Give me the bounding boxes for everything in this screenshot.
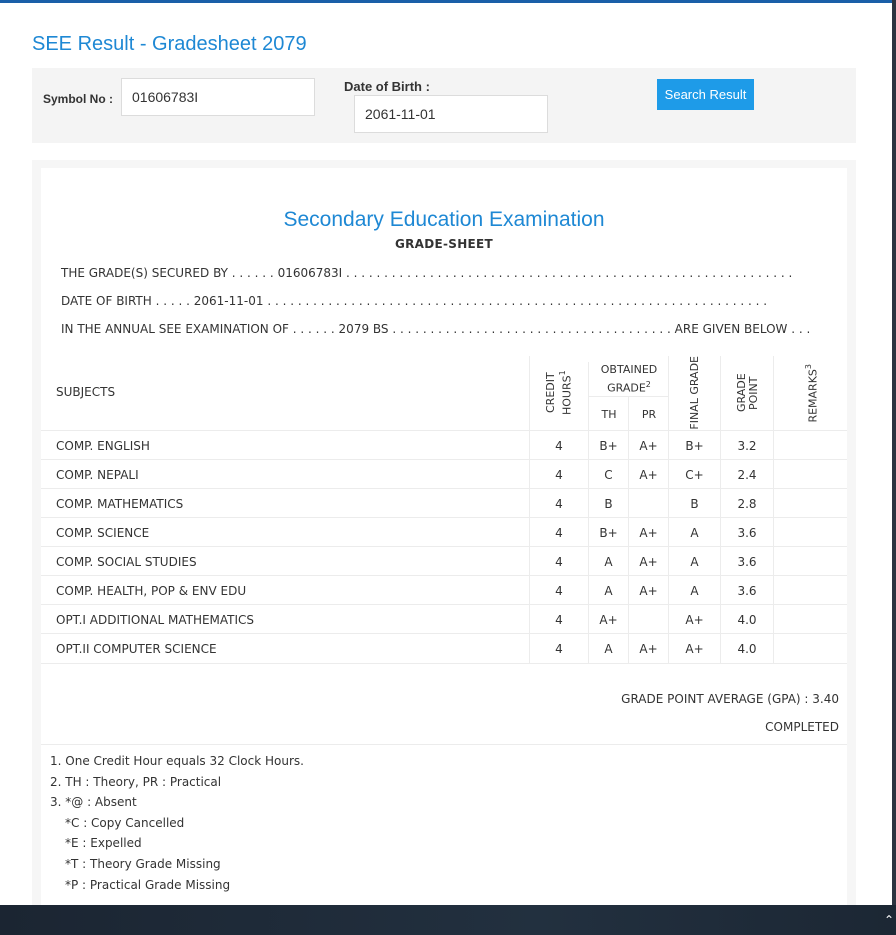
remarks-cell xyxy=(773,547,847,576)
notes-divider xyxy=(41,744,847,745)
remarks-cell xyxy=(773,431,847,460)
th-cell: A xyxy=(588,634,628,663)
pr-cell: A+ xyxy=(628,634,668,663)
footnote: *E : Expelled xyxy=(65,836,142,851)
pr-cell: A+ xyxy=(628,576,668,605)
header-pr: PR xyxy=(628,396,669,431)
subject-cell: COMP. NEPALI xyxy=(56,467,139,482)
credit-cell: 4 xyxy=(529,605,588,634)
header-final-grade: FINAL GRADE xyxy=(688,356,701,430)
subject-cell: COMP. SCIENCE xyxy=(56,525,150,540)
final-grade-cell: A xyxy=(668,576,720,605)
table-row xyxy=(41,488,847,518)
grade-point-cell: 3.6 xyxy=(720,576,773,605)
header-credit-hours: CREDIT HOURS$^1$ xyxy=(544,370,574,416)
top-accent-bar xyxy=(0,0,896,3)
footnotes xyxy=(50,751,304,895)
header-remarks-cell xyxy=(773,356,848,430)
table-row xyxy=(41,633,847,664)
credit-cell: 4 xyxy=(529,634,588,663)
credit-cell: 4 xyxy=(529,518,588,547)
pr-cell xyxy=(628,605,668,634)
th-cell: C xyxy=(588,460,628,489)
th-cell: B xyxy=(588,489,628,518)
final-grade-cell: C+ xyxy=(668,460,720,489)
subject-cell: OPT.II COMPUTER SCIENCE xyxy=(56,641,217,656)
table-row xyxy=(41,575,847,605)
header-th: TH xyxy=(588,396,629,431)
window-edge xyxy=(892,0,896,905)
header-subjects: SUBJECTS xyxy=(56,385,116,399)
header-credit-hours-cell xyxy=(529,356,589,430)
grade-point-cell: 3.6 xyxy=(720,547,773,576)
secured-by-symbol: 01606783I xyxy=(277,266,343,280)
footnote: 1. One Credit Hour equals 32 Clock Hours. xyxy=(50,754,304,768)
credit-cell: 4 xyxy=(529,576,588,605)
subject-cell: COMP. SOCIAL STUDIES xyxy=(56,554,197,569)
grade-point-cell: 2.8 xyxy=(720,489,773,518)
th-cell: B+ xyxy=(588,431,628,460)
dob-dots: . . . . . . . . . . . . . . . . . . . . . . . . . . . . . . . . . . . . . . . . . . . . . . . . . . . . . . . . . . . . . . . . . . xyxy=(267,294,768,308)
dob-label: Date of Birth : xyxy=(344,79,430,94)
subject-cell: OPT.I ADDITIONAL MATHEMATICS xyxy=(56,612,255,627)
header-obtained-grade: OBTAINED GRADE$^2$ xyxy=(588,362,669,396)
gradesheet xyxy=(41,168,847,905)
secured-by-line xyxy=(61,266,792,280)
table-row xyxy=(41,459,847,489)
exam-year-dots: . . . . . . . . . . . . . . . . . . . . . . . . . . . . . . . . . . . . . xyxy=(392,322,671,336)
pr-cell xyxy=(628,489,668,518)
credit-cell: 4 xyxy=(529,489,588,518)
final-grade-cell: A+ xyxy=(668,605,720,634)
final-grade-cell: A xyxy=(668,518,720,547)
dob-value: 2061-11-01 xyxy=(193,294,264,308)
header-grade-point-cell xyxy=(720,356,774,430)
final-grade-cell: B+ xyxy=(668,431,720,460)
remarks-cell xyxy=(773,489,847,518)
final-grade-cell: A+ xyxy=(668,634,720,663)
footnote: *T : Theory Grade Missing xyxy=(65,856,221,871)
footnote: 3. *@ : Absent xyxy=(50,795,137,810)
th-cell: A xyxy=(588,547,628,576)
credit-cell: 4 xyxy=(529,460,588,489)
result-status: COMPLETED xyxy=(765,720,839,734)
header-grade-point: GRADE POINT xyxy=(734,373,760,413)
table-row xyxy=(41,604,847,634)
th-cell: A xyxy=(588,576,628,605)
credit-cell: 4 xyxy=(529,547,588,576)
grade-point-cell: 3.6 xyxy=(720,518,773,547)
remarks-cell xyxy=(773,605,847,634)
subject-cell: COMP. HEALTH, POP & ENV EDU xyxy=(56,583,247,598)
table-row xyxy=(41,517,847,547)
grade-point-cell: 2.4 xyxy=(720,460,773,489)
footnote: 2. TH : Theory, PR : Practical xyxy=(50,774,222,789)
pr-cell: A+ xyxy=(628,518,668,547)
table-row xyxy=(41,430,847,460)
final-grade-cell: B xyxy=(668,489,720,518)
footnote: *C : Copy Cancelled xyxy=(65,815,185,830)
grade-point-cell: 3.2 xyxy=(720,431,773,460)
gradesheet-heading: GRADE-SHEET xyxy=(394,237,494,251)
remarks-cell xyxy=(773,576,847,605)
exam-year-value: 2079 BS xyxy=(338,322,389,336)
exam-title: Secondary Education Examination xyxy=(283,208,605,231)
page-title: SEE Result - Gradesheet 2079 xyxy=(32,33,307,55)
symbol-input[interactable] xyxy=(121,78,315,116)
gradesheet-container xyxy=(32,160,856,905)
gpa-summary: GRADE POINT AVERAGE (GPA) : 3.40 xyxy=(621,692,839,706)
search-result-button[interactable]: Search Result xyxy=(657,79,754,110)
th-cell: A+ xyxy=(588,605,628,634)
pr-cell: A+ xyxy=(628,460,668,489)
dob-input[interactable] xyxy=(354,95,548,133)
exam-year-prefix: IN THE ANNUAL SEE EXAMINATION OF . . . . . . xyxy=(61,322,335,336)
exam-year-suffix: ARE GIVEN BELOW . . . xyxy=(674,322,811,336)
remarks-cell xyxy=(773,634,847,663)
pr-cell: A+ xyxy=(628,431,668,460)
search-panel xyxy=(32,68,856,143)
th-cell: B+ xyxy=(588,518,628,547)
table-header xyxy=(41,356,847,430)
header-remarks: REMARKS$^3$ xyxy=(803,363,820,423)
dob-prefix: DATE OF BIRTH . . . . . xyxy=(61,294,190,308)
footnote: *P : Practical Grade Missing xyxy=(65,877,231,892)
exam-year-line xyxy=(61,322,810,336)
symbol-label: Symbol No : xyxy=(43,92,114,106)
grade-point-cell: 4.0 xyxy=(720,605,773,634)
chevron-up-icon[interactable]: ⌃ xyxy=(883,913,894,927)
credit-cell: 4 xyxy=(529,431,588,460)
remarks-cell xyxy=(773,460,847,489)
grade-point-cell: 4.0 xyxy=(720,634,773,663)
remarks-cell xyxy=(773,518,847,547)
taskbar xyxy=(0,905,896,935)
secured-by-dots: . . . . . . . . . . . . . . . . . . . . . . . . . . . . . . . . . . . . . . . . . . . . . . . . . . . . . . . . . . . xyxy=(346,266,793,280)
dob-line xyxy=(61,294,767,308)
header-final-grade-cell xyxy=(668,356,721,430)
subject-cell: COMP. ENGLISH xyxy=(56,438,150,453)
final-grade-cell: A xyxy=(668,547,720,576)
pr-cell: A+ xyxy=(628,547,668,576)
table-row xyxy=(41,546,847,576)
secured-by-prefix: THE GRADE(S) SECURED BY . . . . . . xyxy=(61,266,274,280)
subject-cell: COMP. MATHEMATICS xyxy=(56,496,184,511)
